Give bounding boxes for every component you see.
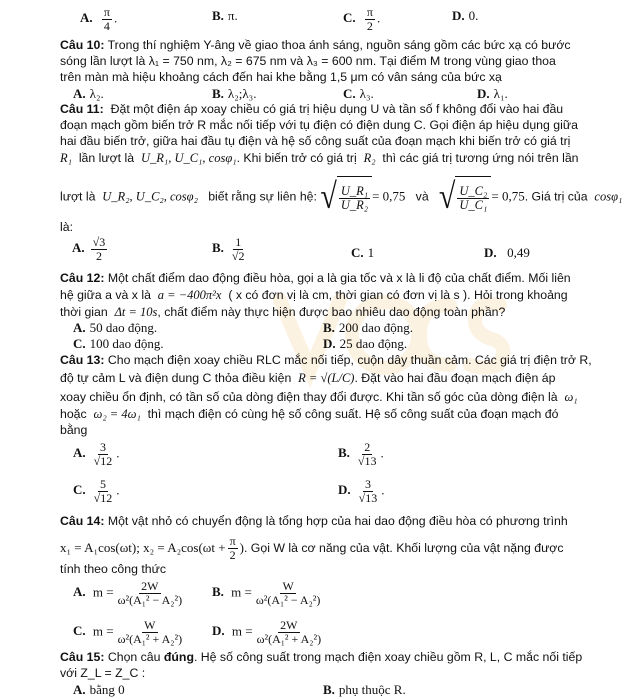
q11-ratio-c: √ $\frac{\text{U\_C₂}}{\text{U\_C₁}}$ (439, 176, 491, 218)
q13-option-b: B. $\frac{2}{√13}$ . (338, 440, 384, 468)
q13-title: Câu 13: (60, 353, 105, 367)
q12-option-d: D. 25 dao động. (323, 336, 408, 351)
q15-line-1: Câu 15: Chọn câu đúng. Hệ số công suất trong mạch điện xoay chiều gồm R, L, C mắc nối tiếp (60, 650, 583, 664)
q11-line-6: là: (60, 220, 73, 234)
q14-option-b: B. m = $\frac{W}{\text{ω²(A₁² − A₂²)}}$ (212, 579, 321, 607)
q13-line-3: xoay chiều ổn định, có tần số của dòng điện thay đổi được. Khi tần số góc của dòng điện là ω₁ (60, 390, 578, 404)
q11-line-2: đoạn mạch gồm biến trở R mắc nối tiếp với tụ điện có điện dung C. Gọi điện áp hiệu dụng giữa (60, 118, 578, 132)
q14-option-a: A. m = $\frac{2W}{\text{ω²(A₁² − A₂²)}}$ (73, 579, 183, 607)
q11-option-d: D. 0,49 (484, 245, 530, 260)
q11-line-4: R₁ lần lượt là U_R₁, U_C₁, cosφ₁. Khi biến trở có giá trị R₂ thì các giá trị tương ứng nói trên lần (60, 151, 579, 165)
q12-title: Câu 12: (60, 271, 105, 285)
q10-option-b: B. λ₂;λ₃. (212, 86, 257, 101)
q15-title: Câu 15: (60, 650, 105, 664)
q10-option-a: A. λ₂. (73, 86, 104, 101)
q12-option-c: C. 100 dao động. (73, 336, 164, 351)
q13-line-4: hoặc ω₂ = 4ω₁ thì mạch điện có cùng hệ số công suất. Hệ số công suất của đoạn mạch đó (60, 407, 559, 421)
q10-title: Câu 10: (60, 38, 105, 52)
q11-option-b: B. $\frac{1}{√2}$ (212, 235, 245, 263)
q11-line-1: Câu 11: Đặt một điện áp xoay chiều có giá trị hiệu dụng U và tần số f không đổi vào hai đầu (60, 102, 564, 116)
q14-line-3: tính theo công thức (60, 562, 166, 576)
prev-option-b: B. π. (212, 8, 238, 23)
q13-line-5: bằng (60, 423, 88, 437)
q14-option-d: D. m = $\frac{2W}{\text{ω²(A₁² + A₂²)}}$ (212, 618, 322, 646)
q10-line-3: trên màn mà hiệu khoảng cách đến hai khe bằng 1,5 μm có vân sáng của bức xạ (60, 70, 502, 84)
q11-line-5: lượt là U_R₂, U_C₂, cosφ₂ biết rằng sự liên hệ: √ $\frac{\text{U\_R₁}}{\text{U\_R₂}}$ = 0,75 và √ $\frac{\text{U\_C₂}}{\text{U\_C₁}}$ = 0,75. Giá trị của cosφ₁ (60, 176, 623, 217)
q15-line-2: với Z_L = Z_C : (60, 666, 146, 680)
q13-option-a: A. $\frac{3}{√12}$ . (73, 440, 120, 468)
q13-line-2: độ tự cảm L và điện dung C thỏa điều kiện R = √(L/C). Đặt vào hai đầu đoạn mạch điện áp (60, 371, 556, 385)
q14-option-c: C. m = $\frac{W}{\text{ω²(A₁² + A₂²)}}$ (73, 618, 183, 646)
q10-line-2: sóng lần lượt là λ₁ = 750 nm, λ₂ = 675 nm và λ₃ = 600 nm. Tại điểm M trong vùng giao thoa (60, 54, 556, 68)
q10-option-d: D. λ₁. (477, 86, 508, 101)
q11-option-a: A. $\frac{√3}{2}$ (72, 235, 106, 263)
q13-option-d: D. $\frac{3}{√13}$ . (338, 477, 385, 505)
q14-title: Câu 14: (60, 514, 105, 528)
q10-line-1: Câu 10: Trong thí nghiệm Y-âng về giao thoa ánh sáng, nguồn sáng gồm các bức xạ có bước (60, 38, 571, 52)
q11-option-c: C. 1 (351, 245, 375, 260)
q13-line-1: Câu 13: Cho mạch điện xoay chiều RLC mắc nối tiếp, cuộn dây thuần cảm. Các giá trị điện trở R, (60, 353, 592, 367)
q11-title: Câu 11: (60, 102, 104, 116)
q12-option-a: A. 50 dao động. (73, 320, 158, 335)
q14-line-1: Câu 14: Một vật nhỏ có chuyển động là tổng hợp của hai dao động điều hòa có phương trình (60, 514, 568, 528)
q13-option-c: C. $\frac{5}{√12}$ . (73, 477, 120, 505)
q10-option-c: C. λ₃. (343, 86, 374, 101)
q11-ratio-r: √ $\frac{\text{U\_R₁}}{\text{U\_R₂}}$ (320, 176, 372, 218)
q12-line-3: thời gian Δt = 10s, chất điểm này thực hiện được bao nhiêu dao động toàn phần? (60, 305, 506, 319)
q15-option-b: B. phụ thuộc R. (323, 682, 406, 697)
prev-option-d: D. 0. (452, 8, 479, 23)
q14-line-2: x₁ = A₁cos(ωt); x₂ = A₂cos(ωt + $\frac{\pi}{2}$ ). Gọi W là cơ năng của vật. Khối lượng của vật nặng được (60, 534, 564, 563)
q12-line-2: hệ giữa a và x là a = −400π²x ( x có đơn vị là cm, thời gian có đơn vị là s ). Hỏi trong khoảng (60, 288, 568, 302)
q15-option-a: A. bằng 0 (73, 682, 125, 697)
q12-line-1: Câu 12: Một chất điểm dao động điều hòa, gọi a là gia tốc và x là li độ của chất điểm. Mối liên (60, 271, 571, 285)
q12-option-b: B. 200 dao động. (323, 320, 413, 335)
prev-option-a: A. $\frac{\pi}{4}$ . (80, 5, 118, 33)
q11-line-3: hai đầu biến trở, giữa hai đầu tụ điện và hệ số công suất của đoạn mạch khi biến trở có giá trị (60, 134, 571, 148)
prev-option-c: C. $\frac{\pi}{2}$ . (343, 5, 381, 33)
